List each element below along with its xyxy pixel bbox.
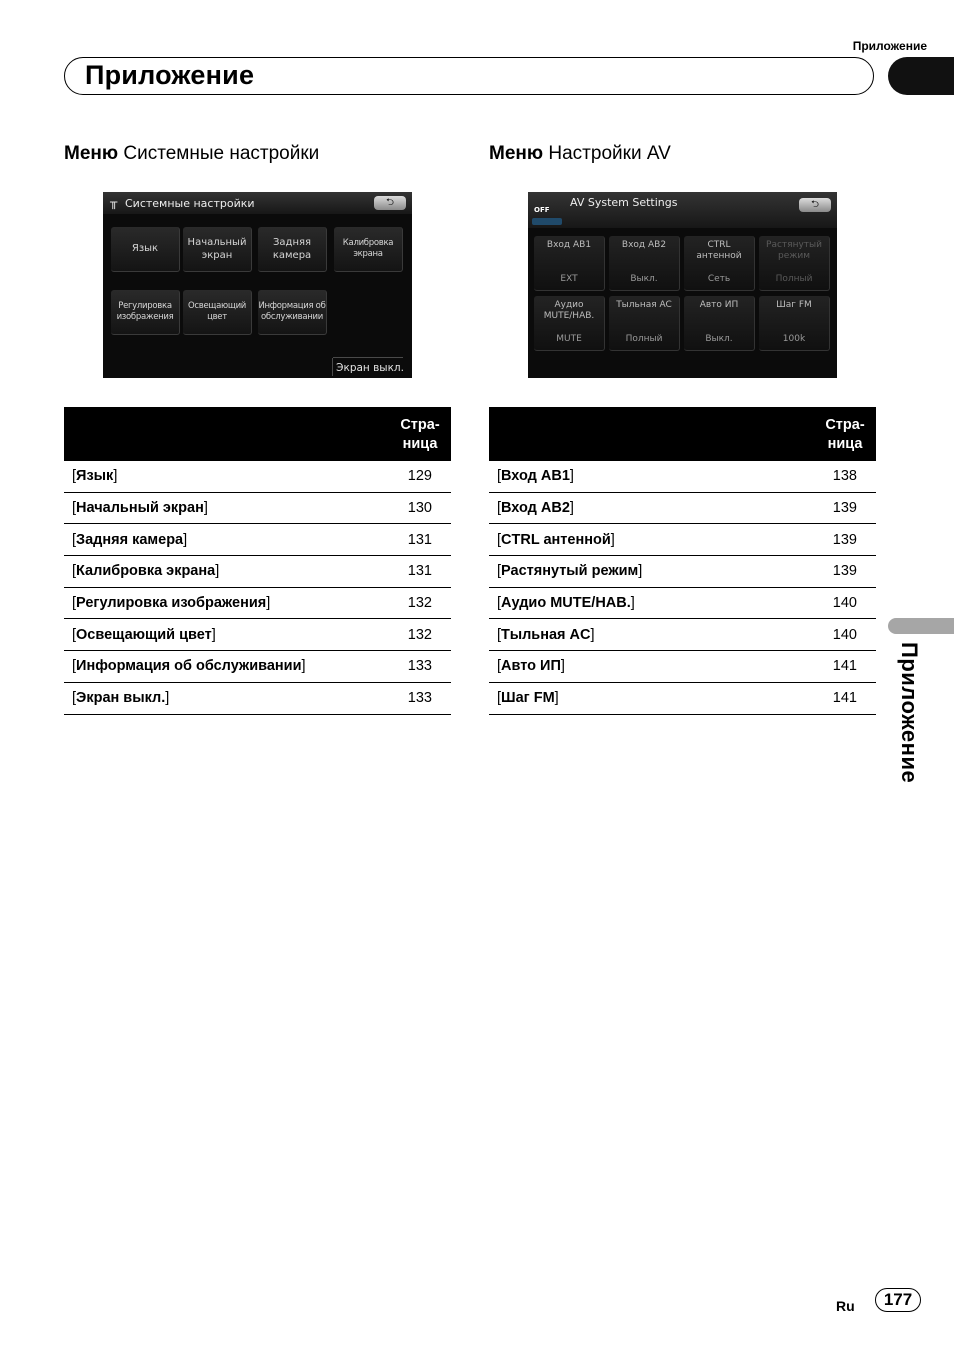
- av-cell-wide-mode[interactable]: Растянутый режим Полный: [759, 236, 830, 291]
- av-cell-fm-step[interactable]: Шаг FM 100k: [759, 296, 830, 351]
- table-row: [Растянутый режим] 139: [489, 556, 876, 588]
- screen-divider: [333, 357, 403, 358]
- back-icon[interactable]: ⮌: [799, 198, 831, 212]
- page-title-box: [64, 57, 874, 95]
- page-number: 177: [875, 1288, 921, 1312]
- table-row: [Аудио MUTE/HAB.] 140: [489, 587, 876, 619]
- table-row: [Калибровка экрана] 131: [64, 556, 451, 588]
- side-tab-label: Приложение: [897, 642, 922, 784]
- system-settings-screenshot: [103, 192, 412, 378]
- table-row: [Авто ИП] 141: [489, 651, 876, 683]
- table-row: [Освещающий цвет] 132: [64, 619, 451, 651]
- language-code: Ru: [836, 1298, 855, 1314]
- av-cell-input-2[interactable]: Вход AB2 Выкл.: [609, 236, 680, 291]
- av-cell-input-1[interactable]: Вход AB1 EXT: [534, 236, 605, 291]
- table-header-blank: [64, 407, 389, 461]
- screen-btn-service-info[interactable]: Информация об обслуживании: [258, 290, 327, 335]
- table-row: [Тыльная AC] 140: [489, 619, 876, 651]
- av-cell-auto-pi[interactable]: Авто ИП Выкл.: [684, 296, 755, 351]
- table-row: [Экран выкл.] 133: [64, 682, 451, 714]
- av-settings-screenshot: [528, 192, 837, 378]
- screen-btn-screen-off[interactable]: Экран выкл.: [336, 362, 404, 374]
- screen-divider-v: [332, 358, 333, 376]
- table-row: [Язык] 129: [64, 461, 451, 492]
- av-cell-audio-mute[interactable]: Аудио MUTE/HAB. MUTE: [534, 296, 605, 351]
- back-icon[interactable]: ⮌: [374, 196, 406, 210]
- av-cell-antenna[interactable]: CTRL антенной Сеть: [684, 236, 755, 291]
- running-head: Приложение: [852, 39, 927, 53]
- table-row: [Задняя камера] 131: [64, 524, 451, 556]
- table-row: [Шаг FM] 141: [489, 682, 876, 714]
- av-cell-rear-ac[interactable]: Тыльная AC Полный: [609, 296, 680, 351]
- av-settings-table: [489, 407, 876, 715]
- section-heading-system: Меню Системные настройки: [64, 143, 320, 164]
- screen-btn-rear-camera[interactable]: Задняя камера: [258, 227, 327, 272]
- section-heading-av: Меню Настройки AV: [489, 143, 671, 164]
- side-tab-marker: [888, 618, 954, 634]
- chapter-tab: [888, 57, 954, 95]
- status-off: OFF: [534, 206, 550, 214]
- table-row: [Информация об обслуживании] 133: [64, 651, 451, 683]
- table-row: [CTRL антенной] 139: [489, 524, 876, 556]
- system-settings-table: [64, 407, 451, 715]
- settings-icon: ╥: [110, 195, 118, 209]
- screen-btn-calibration[interactable]: Калибровка экрана: [334, 227, 403, 272]
- table-row: [Регулировка изображения] 132: [64, 587, 451, 619]
- page-title: Приложение: [85, 60, 255, 90]
- screen-title: Системные настройки: [125, 197, 255, 210]
- screen-btn-language[interactable]: Язык: [111, 227, 180, 272]
- table-row: [Вход AB1] 138: [489, 461, 876, 492]
- table-header-blank: [489, 407, 814, 461]
- table-row: [Начальный экран] 130: [64, 492, 451, 524]
- screen-btn-image-adjust[interactable]: Регулировка изображения: [111, 290, 180, 335]
- table-row: [Вход AB2] 139: [489, 492, 876, 524]
- table-header-row: [64, 407, 451, 461]
- table-header-row: [489, 407, 876, 461]
- table-header-page: Стра- ница: [389, 407, 451, 461]
- table-header-page: Стра- ница: [814, 407, 876, 461]
- screen-btn-illumination[interactable]: Освещающий цвет: [183, 290, 252, 335]
- screen-btn-start-screen[interactable]: Начальный экран: [183, 227, 252, 272]
- status-bar: [532, 218, 562, 225]
- screen-title: AV System Settings: [570, 196, 678, 209]
